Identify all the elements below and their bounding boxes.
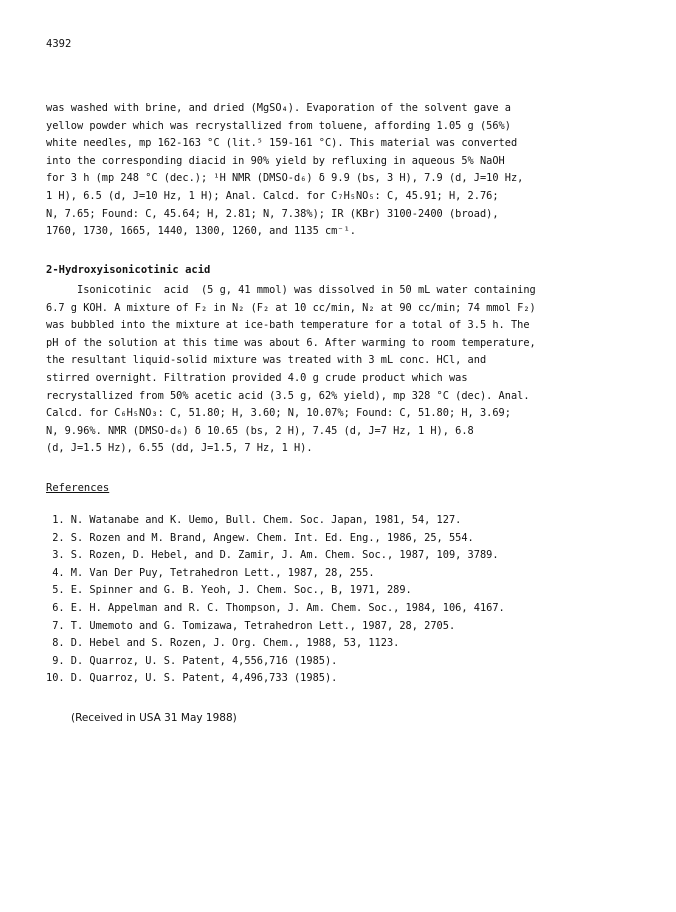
- paragraph-line: (d, J=1.5 Hz), 6.55 (dd, J=1.5, 7 Hz, 1 H).: [46, 442, 313, 455]
- paragraph-line: into the corresponding diacid in 90% yield by refluxing in aqueous 5% NaOH: [46, 154, 505, 167]
- paragraph-line: Isonicotinic acid (5 g, 41 mmol) was dissolved in 50 mL water containing: [46, 284, 536, 296]
- paragraph-line: N, 7.65; Found: C, 45.64; H, 2.81; N, 7.38%); IR (KBr) 3100-2400 (broad),: [46, 207, 499, 220]
- paragraph-line: Calcd. for C₆H₅NO₃: C, 51.80; H, 3.60; N, 10.07%; Found: C, 51.80; H, 3.69;: [46, 407, 511, 420]
- page-number: 4392: [46, 38, 72, 50]
- reference-item: 4. M. Van Der Puy, Tetrahedron Lett., 1987, 28, 255.: [46, 566, 375, 579]
- reference-item: 8. D. Hebel and S. Rozen, J. Org. Chem., 1988, 53, 1123.: [46, 637, 400, 650]
- paragraph-line: N, 9.96%. NMR (DMSO-d₆) δ 10.65 (bs, 2 H), 7.45 (d, J=7 Hz, 1 H), 6.8: [46, 424, 474, 437]
- reference-item: 1. N. Watanabe and K. Uemo, Bull. Chem. Soc. Japan, 1981, 54, 127.: [46, 514, 462, 526]
- paragraph-line: stirred overnight. Filtration provided 4.0 g crude product which was: [46, 371, 468, 384]
- experimental-paragraph: [46, 282, 646, 458]
- references-heading: References: [46, 482, 110, 494]
- experimental-paragraph-continued: [46, 100, 646, 241]
- paragraph-line: the resultant liquid-solid mixture was treated with 3 mL conc. HCl, and: [46, 354, 487, 367]
- paragraph-line: was washed with brine, and dried (MgSO₄). Evaporation of the solvent gave a: [46, 102, 511, 114]
- paragraph-line: 1 H), 6.5 (d, J=10 Hz, 1 H); Anal. Calcd. for C₇H₅NO₅: C, 45.91; H, 2.76;: [46, 189, 499, 202]
- reference-item: 6. E. H. Appelman and R. C. Thompson, J. Am. Chem. Soc., 1984, 106, 4167.: [46, 601, 505, 614]
- paragraph-line: yellow powder which was recrystallized from toluene, affording 1.05 g (56%): [46, 119, 511, 132]
- reference-item: 9. D. Quarroz, U. S. Patent, 4,556,716 (1985).: [46, 654, 338, 667]
- paragraph-line: 6.7 g KOH. A mixture of F₂ in N₂ (F₂ at 10 cc/min, N₂ at 90 cc/min; 74 mmol F₂): [46, 301, 536, 314]
- reference-item: 10. D. Quarroz, U. S. Patent, 4,496,733 (1985).: [46, 672, 338, 685]
- reference-item: 7. T. Umemoto and G. Tomizawa, Tetrahedron Lett., 1987, 28, 2705.: [46, 619, 456, 632]
- section-heading: 2-Hydroxyisonicotinic acid: [46, 264, 211, 276]
- received-date-note: (Received in USA 31 May 1988): [71, 712, 237, 724]
- reference-item: 2. S. Rozen and M. Brand, Angew. Chem. Int. Ed. Eng., 1986, 25, 554.: [46, 531, 474, 544]
- paragraph-line: was bubbled into the mixture at ice-bath temperature for a total of 3.5 h. The: [46, 319, 530, 332]
- paragraph-line: recrystallized from 50% acetic acid (3.5 g, 62% yield), mp 328 °C (dec). Anal.: [46, 389, 530, 402]
- paragraph-line: white needles, mp 162-163 °C (lit.⁵ 159-161 °C). This material was converted: [46, 137, 518, 150]
- paragraph-line: for 3 h (mp 248 °C (dec.); ¹H NMR (DMSO-d₆) δ 9.9 (bs, 3 H), 7.9 (d, J=10 Hz,: [46, 172, 524, 185]
- references-list: [46, 512, 646, 688]
- paragraph-line: pH of the solution at this time was about 6. After warming to room temperature,: [46, 336, 536, 349]
- paragraph-line: 1760, 1730, 1665, 1440, 1300, 1260, and 1135 cm⁻¹.: [46, 225, 356, 238]
- reference-item: 5. E. Spinner and G. B. Yeoh, J. Chem. Soc., B, 1971, 289.: [46, 584, 412, 597]
- reference-item: 3. S. Rozen, D. Hebel, and D. Zamir, J. Am. Chem. Soc., 1987, 109, 3789.: [46, 549, 499, 562]
